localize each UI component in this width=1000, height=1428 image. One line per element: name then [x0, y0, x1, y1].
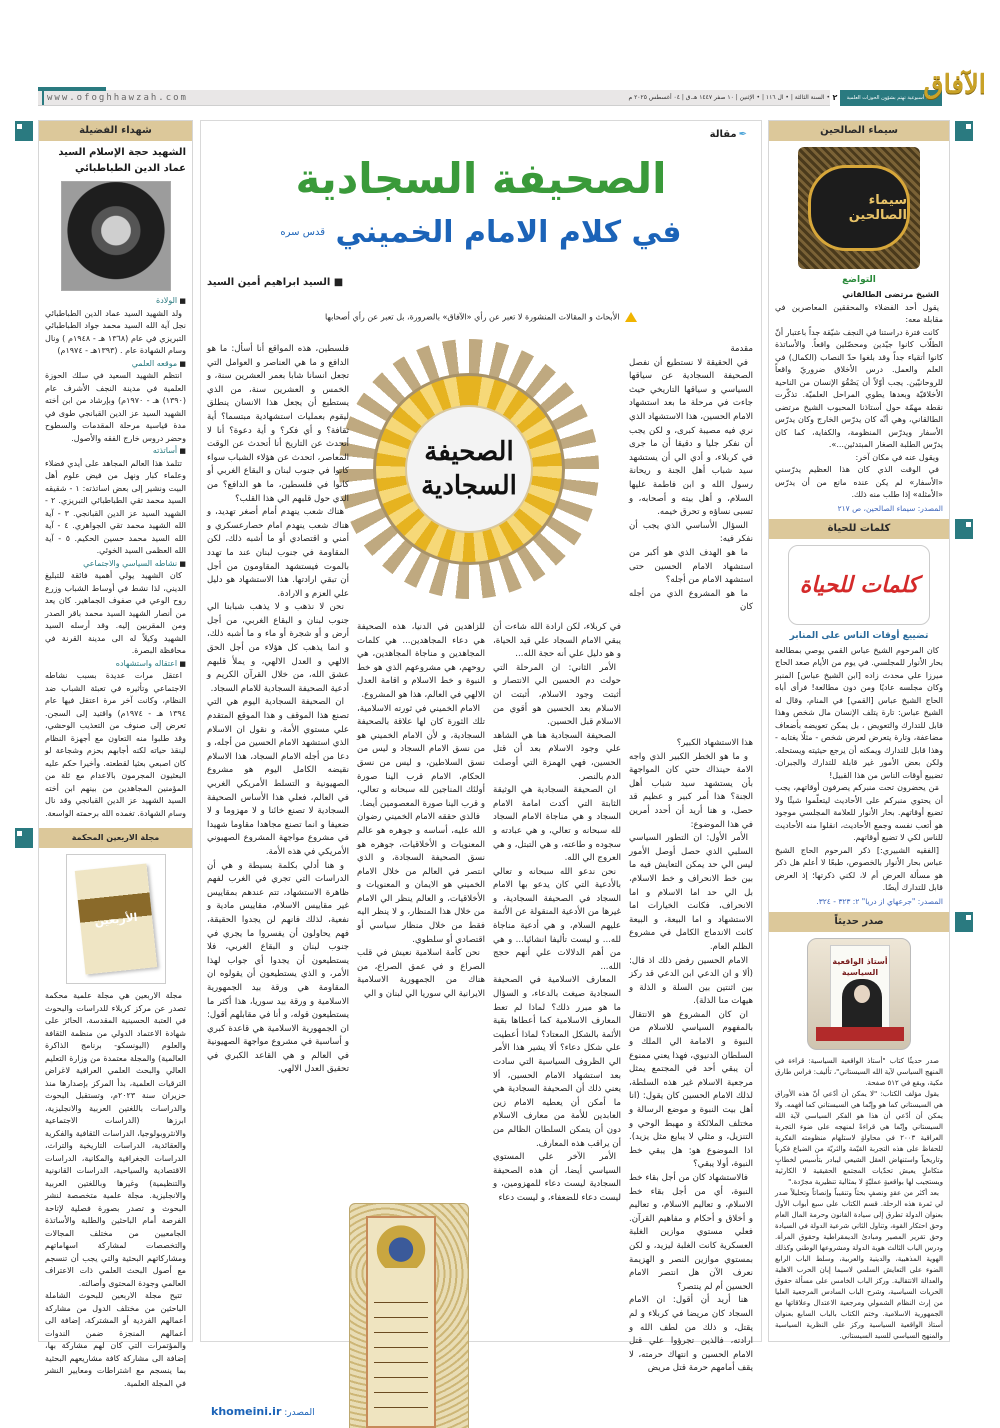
section-marker-icon — [15, 828, 33, 848]
section-title: شهداء الفضيلة — [79, 125, 152, 136]
paragraph: ويقول عنه في مكان آخر: — [855, 452, 939, 462]
paragraph: هناك شعب ينهدم أمام أصغر تهديد، و هناك شعب ينهدم امام حصارعسكري و أمني و اقتصادي أو ما أشبه ذلك، لكن المقاومة في جنوب لبنان عند ما تهدد بالموت فيستشهد المقاومون من أجل أن تبقي ارادتها. هذا الاستشهاد هو دليل علي العزم و الارادة. — [207, 507, 349, 599]
author-byline — [207, 277, 343, 288]
paragraph: انتظم الشهيد السعيد في سلك الحوزة العلمية في مدينة النجف الأشرف عام (١٣٩٠) هـ - ١٩٧٠م) وبإرشاد من ابن أخته الشهيد السيد عز الدين القبانجي طوى في مدة قياسية مرحلة المقدمات والسطوح وحضر دروس خارج الفقه والأصول. — [45, 371, 187, 443]
section-title: سيماء الصالحين — [820, 125, 898, 136]
section-header-arbaeen — [39, 828, 192, 848]
subheadline-text: في كلام الامام الخميني — [335, 215, 682, 250]
paragraph: كانت فترة دراستنا في النجف شيّقة جداً باعتبار أنّ الطلّاب كانوا جيّدين ومحصّلين واقعاً. والأساتذة كانوا أتقياء جداً وقد بلغوا حدّ النصاب (الكمال) في العلم والعمل. درس الأخلاق ضروريّ واقعاً للروحانيّين. يجب أوّلاً أن يَصْقُوَ الإنسان من الناحية الأخلاقيّة وبعدها يطوي المراحل العلميّة. تذكّرت نقطة مهمّة حول أستاذنا المحبوب الشيخ مرتضى الطالقاني، وهي أنّه كان يدرّس الخارج وكان يدرّس الأسفار ويدرّس المنظومة، والكفاية، كما كان يدرّس الطلبة الصغار المبتدئين...». — [775, 327, 943, 449]
paragraph: ان الصحيفة السجادية اليوم هي التي تصنع هذا الموقف و هذا الموقع المتقدم علي مستوي الأمة، و نقول ان الاسلام الذي استشهد الامام الحسين من أجله، و دعا من أجله الامام السجاد، هذا الاسلام نقيضه الكامل اليوم هو مشروع الصهيونية و التسلط الأمريكي الغربي في العالم، فعلي هذا الأساس الصحيفة السجادية لا تصنع خائنا و لا مهزوما و لا ضعيفا و انما تصنع مجاهدا مقاوما شهيدا في مشروع مواجهة المشروع الصهيوني الأمريكي في هذه الأمة. — [207, 697, 349, 857]
article-column-1 — [629, 343, 753, 615]
masthead-tagline: مجلة أسبوعية تهتم بشؤون الحوزات العلمية — [840, 90, 942, 106]
book-photo-figure — [842, 979, 882, 1031]
kicker-label: مقالة — [709, 129, 737, 140]
book-title: أستاذ الواقعية السياسية — [830, 945, 890, 1037]
section-marker-icon — [955, 121, 973, 141]
book-stack — [816, 1027, 904, 1041]
arbaeen-text — [39, 990, 192, 1390]
source-link[interactable]: khomeini.ir — [211, 1405, 282, 1418]
paragraph: تتيح مجلة الاربعين للبحوث الشاملة الباحثين من مختلف الدول من مشاركة أعمالهم الفردية أو المشتركة، إضافة الى أعمالهم المنجزة ضمن الندوات والمؤتمرات التي كان لهم مشاركة بها، إضافة الى مشاركة كافة مشاريعهم البحثية بما ينسجم مع اشتراطات ومعايير النشر في المجلة العلمية. — [45, 1291, 186, 1388]
section-marker-icon — [955, 519, 973, 539]
issue-info: • السنة الثالثة | • ال ١١٦ | • الإثنين | ١٠ صفر ١٤٤٧ هـ.ق | ٠٤ أغسطس ٢٠٢٥ م — [628, 94, 830, 101]
article-column-3 — [493, 621, 621, 1206]
martyr-title — [39, 141, 192, 177]
section-heading: مقدمة — [730, 344, 753, 354]
manuscript-image — [349, 1203, 469, 1428]
martyr-name: عماد الدين الطباطبائي — [75, 163, 186, 174]
manuscript-illumination — [372, 1222, 430, 1268]
paragraph: مجلة الاربعين هي مجلة علمية محكمة تصدر عن مركز كربلاء للدراسات والبحوث في العتبة الحسينية المقدسة، الحائز على شهادة الاعتماد الدولي من منظمة الثقافة والعلوم (اليونسكو- برنامج الذاكرة العالمية) والمجلة معتمدة من وزارة التعليم العالي والبحث العلمي العراقية لاغراض الترقيات العلمية، بدأ المركز بإصدارها منذ حزيران سنة ٢٠٢٣م، وتستقبل البحوث والدراسات باللغتين العربية والانجليزية، ابرزها (الدراسات الاجتماعية والانثروبولوجيا، الدراسات الثقافية والفكرية والعقائدية، الدراسات التاريخية والتراث، الدراسات الجغرافية والمكانية، الدراسات الاقتصادية والسياحية، الدراسات القانونية والتنظيمية) وغيرها وباللغتين العربية والانجليزية. مجلة علمية متخصصة لنشر البحوث و تصدر بصورة فصلية لإتاحة الفرصة أمام الباحثين والطلبة والأساتذة الجامعيين من مختلف المجالات والتخصصات لمشاركة اسهاماتهم ومشاركاتهم البحثية والتي يجب أن تنسجم مع أصول البحث العلمي ذات الاعتراف العالمي وجودة المحتوى وأصالته. — [45, 991, 186, 1288]
article-subtitle: التواضع — [842, 275, 876, 285]
paragraph: في كربلاء، لكن ارادة الله شاءت أن يبقي الامام السجاد علي قيد الحياة، و هو دليل علي أنه حجة الله... — [493, 622, 621, 660]
section-marker-icon — [15, 121, 33, 141]
simaa-text — [769, 289, 949, 502]
newspaper-logo[interactable]: الآفاق — [923, 70, 986, 100]
paragraph: اعتقل مرات عديدة بسبب نشاطه الاجتماعي وتأثيره في تعبئة الشباب ضد النظام، وكانت آخر مرة اعتقل فيها عام ١٣٩٤ هـ - ١٩٧٤م) واقتيد إلى السجن. تعرض إلى صنوف من التعذيب الوحشي، وقد طلبوا منه التعاون مع أجهزة النظام لينقذ حياته لكنه أجابهم بحزم وشجاعة لو كان اصبعي بعثيا لقطعته. وأخيرا حكم عليه البعثيون المجرمون بالاعدام مع ثلة من المؤمنين المجاهدين من بينهم ابن أخته السيد الشهيد عز الدين القبانجي وقد نال وسام الشهادة. تغمده الله برحمته الواسعة. — [45, 671, 187, 818]
paragraph: في الوقت الذي كان هذا العظيم يدرّسني «الأسفار» لم يكن عنده مانع من أن يدرّس «الأمثلة» إذا طلب منه ذلك. — [775, 465, 943, 499]
simaa-image — [798, 147, 920, 269]
paragraph: صدر حديثًا كتاب "أستاذ الواقعية السياسية: قراءة في المنهج السياسي لآية الله السيستاني"، تأليف: فراس طارق مكية، ويقع في ٥١٢ صفحة. — [775, 1056, 943, 1087]
section-header-new-release — [769, 912, 949, 932]
paragraph: نحن ندعو الله سبحانه و تعالي بالأدعية التي كان يدعو بها الامام السجاد في الصحيفة السجادية، و غيرها من الأدعية المنقولة عن الأئمة عليهم السلام، و هي أدعية مناجاة لله... و ليست تأليفا انشائيا... و هي من أهم الدلالات علي أنهم حجج الله... — [493, 866, 621, 972]
bio-heading: ■ الولادة — [45, 295, 186, 308]
bio-heading: ■ نشاطه السياسي والاجتماعي — [45, 558, 186, 571]
paragraph: في الحقيقة لا نستطيع أن نفصل الصحيفة السجادية عن سياقها السياسي و سياقها التاريخي حيث جاءت في مرحلة ما بعد استشهاد الامام الحسين، هذا الاستشهاد الذي نري فيه مصيبة كبرى، و لكن يجب أن نفكر جليا و دقيقا أن ما جرى في كربلاء، و أدي الي أن يستشهد سيد شباب أهل الجنة و ريحانة رسول الله و ابن فاطمة عليها السلام، و أهل بيته و أصحابه، و تسبى نساؤه و تحرق خيمه. — [629, 357, 753, 518]
paragraph: الأمر الثاني: ان المرحلة التي حولت دم الحسين الي الانتصار و أثبتت وجود الاسلام، أثبتت ان الاسلام بعد الحسين هو أقوي من الاسلام قبل الحسين. — [493, 662, 621, 728]
paragraph: و ما هو الخطر الكبير الذي واجه الامة حينذاك حتي كان المواجهة بأن يستشهد سيد شباب أهل الجنة؟ هذا أمر كبير و عظيم قد حصل، و هنا أريد أن أحدد أمرين في هذا الموضوع: — [629, 751, 753, 830]
paragraph: كان المرحوم الشيخ عباس القمي يوصي بمطالعة بحار الأنوار للمجلسي. في يوم من الأيام صعد الحاج ميرزا علي محدث زاده [ابن الشيخ عباس] المنبر وكان مجلسه عاديًا ومن دون مطالعة! فرأى أباه الحاج الشيخ عباس [القمي] في المنام، وقال له الشيخ عباس: تارة يتلف الإنسان مال شخص وهذا قابل للتدارك والتعويض ، بل يمكن تعويضه بأضعاف مضاعفة، وتارة يتعرض لعرض شخص - مثلًا يغتابه - وهذا قابل للتدارك ويمكنه أن يرجع حيثيته ويستحله. ولكن بعض الأمور غير قابلة للتدارك والجبران. تضييع أوقات الناس من هذا القبيل! — [775, 645, 943, 780]
book-cover-image — [807, 938, 911, 1050]
paragraph: هنا أريد أن أقول: ان الامام السجاد كان مريضا في كربلاء و لم يقتل، و ذلك من لطف الله و ارادته، فالذين تجرؤوا علي قتل الامام الحسين و انتهاك حرمته، لا يقف أمامهم حرمة قتل مريض — [629, 1295, 753, 1374]
martyr-title-line: الشهيد حجة الإسلام السيد — [58, 147, 186, 158]
article-column-2 — [629, 737, 753, 1376]
paragraph: نحن لا نذهب و لا يذهب شبابنا الي جنوب لبنان و البقاع الغربي، من أجل أرض و أو شجرة أو ماء و ما أشبه ذلك، و انما يذهب كل هؤلاء من أجل الحق الالهي و العدل الالهي، و يملأ قلبهم عشق الله، من خلال القرآن الكريم و أدعية الصحيفة السجادية للامام السجاد. — [207, 602, 349, 694]
disclaimer-text: الأبحاث و المقالات المنشورة لا تعبر عن رأي «الآفاق» بالضرورة، بل تعبر عن رأي أصحابها — [324, 312, 620, 322]
paragraph: مَن يحضرون تحت منبركم يصرفون أوقاتهم، يجب أن يحتوي منبركم على الأحاديث ليتعلّموا شيئًا ولا تضيع أوقاتهم. بحار الأنوار للعلامة المجلسي موجود هو أتعب نفسه وجمع الأحاديث، انقلوا منه الأحاديث للناس لكي لا تضيع أوقاتهم. — [775, 783, 943, 842]
author-name: السيد ابراهيم أمين السيد — [207, 277, 331, 288]
square-bullet-icon: ■ — [330, 277, 344, 288]
paragraph: هذا الاستشهاد الكبير؟ — [676, 738, 753, 748]
paragraph: [الفقيه الشبيري:] ذكر المرحوم الحاج الشيخ عباس بحار الأنوار بالخصوص، طبعًا لا أعلم هل ذكر هو مسألة العرض أم لا، لكني ذكرتها؛ إذ العرض قابل للتدارك أيضًا. — [775, 845, 943, 892]
simaa-image-caption: سيماء الصالحين — [808, 165, 910, 251]
paragraph: ان الصحيفة السجادية هي الوثيقة الثابتة التي أكدت امامة الامام السجاد و هي مناجاة الامام السجاد لله سبحانه و تعالي، و هي عبادته و سجوده و طاعته، و هي التبتل، و هي العروج الي الله. — [493, 785, 621, 864]
new-release-text — [769, 1056, 949, 1342]
paragraph: يقول أحد الفضلاء والمحققين المعاصرين في مقابلة معه: — [775, 302, 943, 324]
paragraph: الصحيفة السجادية هنا هي الشاهد علي وجود الاسلام بعد أن قتل الحسين، فهي الهمزة التي أوصلت الدم بالنصر. — [493, 730, 621, 782]
paragraph: الشيخ مرتضى الطالقاني — [842, 290, 939, 299]
article-subtitle: تضييع أوقات الناس على المنابر — [789, 630, 929, 641]
article-column-4 — [357, 621, 485, 1002]
section-title: مجلة الاربعين المحكمة — [71, 833, 160, 842]
section-title: صدر حديثاً — [834, 915, 884, 927]
disclaimer — [201, 312, 761, 322]
rosette-calligraphy: الصحيفة السجادية — [405, 405, 533, 533]
source-note: المصدر: سيماء الصالحين، ص ٢١٧ — [837, 503, 943, 513]
masthead — [38, 70, 990, 108]
right-sidebar — [768, 120, 950, 1342]
paragraph: ما هو الهدف الذي هو أكبر من استشهاد الامام الحسين حتى استشهد الامام من أجله؟ — [629, 547, 753, 586]
headline: الصحيفة السجادية — [295, 154, 667, 203]
paragraph: ولد الشهيد السيد عماد الدين الطباطبائي نجل آية الله السيد محمد جواد الطباطبائي التبريزي في عام (١٣٦٨ هـ - ١٩٤٨م ) ونال وسام الشهادة عام . (١٣٩٣هـ - ١٩٧٤م) — [45, 308, 187, 355]
bio-heading: ■ موقعه العلمي — [45, 358, 186, 371]
paragraph: و هنا أدلي بكلمة بسيطة و هي أن الدراسات التي تجري في الغرب لفهم ظاهرة الاستشهاد، تتم عندهم بمقاييس غير مقاييس الاسلام، مقاييس مادية و نفعية، لذلك فانهم لن يجدوا الحقيقة، فهم يحاولون أن يفسروا ما يجري في جنوب لبنان و البقاع الغربي، فلا يستطيعون أن يجدوا أي جواب لهذا الأمر، و الذي يستطيعون أن يقولوه ان المقاومة هي ورقة بيد الجمهورية الاسلامية و ورقة بيد سوريا، هذا أكثر ما يستطيعون قوله، و أنا في مقابلهم أقول: ان الجمهورية الاسلامية هي قاعدة كبري و أساسية في مشروع مواجهة الصهيونية في العالم و هي القاعد الكبري في تحقيق العدل الالهي. — [207, 860, 349, 1075]
main-article — [200, 120, 762, 1418]
subheadline — [201, 213, 761, 253]
article-kicker — [710, 129, 747, 140]
section-header-simaa — [769, 121, 949, 141]
honorific-mark: قدس سره — [280, 227, 325, 238]
magazine-cover-title: الأربعين — [74, 864, 156, 975]
paragraph: فلسطين، هذه المواقع أنا أسأل: ما هو الدافع و ما هي العناصر و العوامل التي تجعل انسانا شابا بعمر العشرين سنة، و الخمس و العشرين سنة، من الذي يستطيع أن يجعل هذا الانسان ينطلق ليقوم بعمليات استشهادية مبتسما؟ أية ثقافة؟ و أي فكر؟ و أية دعوة؟ أنا لا أتحدث عن التاريخ أنا أتحدث عن الوقت المعاصر، اتحدث عن هؤلاء الشباب سواء كانوا في جنوب لبنان و البقاع الغربي أو كانوا في فلسطين، ما هو الدافع؟ من الذي حول قلبهم الي هذا القلب؟ — [207, 344, 349, 504]
manuscript-text-lines — [374, 1288, 428, 1418]
page-number: ٢ — [830, 90, 840, 106]
paragraph: فالذي حققه الامام الخميني رضوان الله عليه، أساسه و جوهره هو عالم المعنويات و الأخلاقيات، جوهره هو نسق الصحيفة السجادة، و الذي انتصر في العالم من خلال الامام الخميني هو الايمان و المعنويات و الأخلاقيات، و العالم ينظر الي الامام من خلال هذا المنظار، و لا ينظر اليه فقط من خلال منظار سياسي أو اقتصادي أو سلطوي. — [357, 812, 485, 945]
section-title: كلمات للحياة — [827, 522, 891, 534]
section-marker-icon — [955, 912, 973, 932]
left-sidebar — [38, 120, 193, 1388]
site-url-link[interactable]: www.ofoghhawzah.com — [42, 91, 188, 105]
martyr-portrait — [61, 181, 171, 291]
warning-icon — [625, 312, 637, 322]
paragraph: بعد أكثر من عقدٍ ونصفٍ بحثاً وتنقيباً وإنصاتاً وتحليلاً صدر لي ثمرة هذه الرحلة. قسم الكتاب على سبع أبواب الأول بعنوان الدولة تطرق إلى سيادة القانون وحرمة المال العام وحق احتكار القوة، وتناول الثاني شرعية الدولة في السيادة وحق تقرير المصير ومبادئ الديمقراطية وحقوق المرأة. ودرس الباب الثالث هوية الدولة ومشروعها الوطني وكذلك الهوية المذهبية، والدينية والعربية، وسلط الباب الرابع الضوء على التعايش السلمي لاسيما إبان الحرب الاهلية والعدالة الانتقالية. وركز الباب الخامس على مسألة حقوق الحريات السياسية، وشرح الباب السادس المرجعية العليا من إرث النظام الشمولي ومرجعية الاعتدال وعلاقاتها مع الجمهورية الاسلامية. وختم الكتاب بالباب السابع بعنوان أستاذ الواقعية السياسية وركز على النظرية السياسية والمنهج السياسي للسيد السيستاني. — [775, 1188, 943, 1340]
manuscript-page — [366, 1216, 436, 1428]
article-column-5 — [207, 343, 349, 1077]
article-source — [211, 1405, 315, 1418]
martyr-biography — [39, 295, 192, 820]
paragraph: كان الشهيد يولي أهمية فائقة للتبليغ الديني، لذا نشط في أوساط الشباب وزرع روح الوعي في صفوف الجماهير. كان يعد من أنصار الشهيد السيد محمد باقر الصدر ومن المقربين إليه. وقد أرسله السيد الشهيد وكيلاً له الى مدينة القرنة في محافظة البصرة. — [45, 571, 186, 655]
bio-heading: ■ أساتذته — [45, 445, 186, 458]
section-header-kalimat — [769, 519, 949, 539]
bio-heading: ■ اعتقاله واستشهاده — [45, 658, 186, 671]
paragraph: الأمر الأول: ان التطور السياسي السلبي الذي حصل أوصل الأمور ليس الي حد يمكن التعايش فيه ما بين خط الانحراف و خط الاسلام، بل الي حد اما الاسلام و اما الانحراف، فكانت الخيارات اما الاستشهاد و اما البيعة، و البيعة كانت الاندماج الكامل في مشروع الظلم العام. — [629, 833, 753, 952]
paragraph: الامام الخميني في ثورته الاسلامية، تلك الثورة كان لها علاقة بالصحيفة السجادية، و لأن الامام الخميني هو من نسق الامام السجاد و ليس من نسق السلاطين، و ليس من نسق الحكام، الامام قرب الينا صورة أولئك المناجين لله سبحانه و تعالي، و قرب الينا صورة المعصومين أيضا. — [357, 703, 485, 809]
kalimat-calligraphy-image: كلمات للحياة — [788, 545, 930, 625]
kalimat-text — [769, 645, 949, 895]
paragraph: السؤال الأساسي الذي يجب أن نفكر فيه: — [629, 520, 753, 545]
magazine-cover-image — [66, 854, 166, 984]
quill-icon: ✒ — [738, 129, 747, 140]
source-label: المصدر: — [284, 1408, 315, 1418]
paragraph: للزاهدين في الدنيا، هذه الصحيفة هي دعاء المجاهدين... هي كلمات المجاهدين و مناجاة المجاهدين، هي روحهم، هي مشروعهم الذي هو خط النبوة و خط الاسلام و اقامة العدل الالهي في العالم، هذا هو المشروع. — [357, 622, 485, 700]
paragraph: تتلمذ هذا العالم المجاهد على أيدي فضلاء وعلماء كبار ونهل من فيض علوم أهل البيت ونشير إلى بعض اساتذته: ١ - شقيقه السيد محمد تقي الطباطبائي التبريزي. ٢ - الشهيد السيد عز الدين القبانجي. ٣ - آية الله الشهيد محمد تقي الجواهري. ٤ - آية الله السيد محمد حسين الحكيم. ٥ - آية الله العظمى السيد الخوئي. — [45, 458, 187, 555]
paragraph: المعارف الاسلامية في الصحيفة السجادية صيغت بالدعاء، و السؤال ما هو مبرر ذلك؟ لماذا لم تعط المعارف الاسلامية كما أعطاها بقية الأئمة بالشكل المعتاد؟ لماذا أعطيت علي شكل دعاء؟ ألا يشير هذا الأمر الي الظروف السياسية التي سادت بعد استشهاد الامام الحسين، ألا يعني ذلك أن الصحيفة السجادية هي ما أمكن أن يعطيه الامام زين العابدين للأمة من معارف الاسلام دون أن يتمكن السلطان الظالم من أن يراقب هذه المعارف. — [493, 975, 621, 1149]
paragraph: فالاستشهاد كان من أجل بقاء خط النبوة، أي من أجل بقاء خط الاسلام، و تعاليم الاسلام، و تعاليم و أخلاق و أحكام و مفاهيم القرآن. فعلي مستوي موازين الغلبة العسكرية كانت الغلبة ليزيد، و لكن بمستوي موازين النصر و الهزيمة نعرف الآن هل انتصر الامام الحسين أم لم ينتصر؟ — [629, 1173, 753, 1292]
source-note: المصدر: "جرعهاي از دريا" ٢: ٣٢٣ - ٣٢٤. — [816, 896, 943, 906]
paragraph: ما هو المشروع الذي من أجله كان — [629, 588, 753, 613]
paragraph: نحن كأمة اسلامية نعيش في قلب الصراع و في عمق الصراع، من هناك من الجمهورية الاسلامية الايرانية الي سوريا الي لبنان و الي — [357, 948, 485, 1000]
paragraph: الامام الحسين رفض ذلك اذ قال: (ألا و ان الدعي ابن الدعي قد ركز بين اثنتين بين السلة و الذلة و هيهات منا الذلة). — [629, 955, 753, 1007]
paragraph: ان كان المشروع هو الانتقال بالمفهوم السياسي للاسلام من النبوة و الامامة الي الملك و السلطان الدنيوي، فهذا يعني ممنوع أن يبقي أحد في المجتمع يمثل مرجعية الاسلام غير هذه السلطة، لذلك الامام الحسين كان يقول: (انا أهل بيت النبوة و موضع الرسالة و مختلف الملائكة و مهبط الوحي و التنزيل، و مثلي لا يبايع مثل يزيد). اذا الموضوع هو: هل يبقي خط النبوة، أولا يبقي؟ — [629, 1009, 753, 1170]
paragraph: الأمر الآخر علي المستوي السياسي أيضا، أن هذه الصحيفة السجادية ليست دعاء للمهزومين، و ليست دعاء للضعفاء، و ليست دعاء — [493, 1152, 621, 1203]
section-header-martyrs — [39, 121, 192, 141]
paragraph: يقول مؤلف الكتاب: "لا يمكن أن أدّعي أنّ هذه الأوراق هي السيستاني كما هو وإنّما هي السيستاني كما أفهمه. ولا يمكن أن أدّعي أن هذا هو الفكر السياسي لآية الله السيستاني وإنّما هي قراءةٌ لمنهجه على ضوء التجربة العراقية ٢٠٠٣ في محاولةٍ لاستلهام منظومته الفكرية للحفاظ على هذه التجربة القيّمة والثريّة من الضياع فكرياً وتاريخياً واستنهاض العقل الشيعي ليبادر بتأسيس لخطابٍ متكاملٍ يعيش تحدّيات المجتمع الحقيقية لا الكارثية ويستجيب لها بواقعيةٍ عمليّةٍ لا بمثالية تنظيرية مجرّدة." — [775, 1089, 944, 1186]
sahifa-rosette-image — [339, 339, 599, 599]
